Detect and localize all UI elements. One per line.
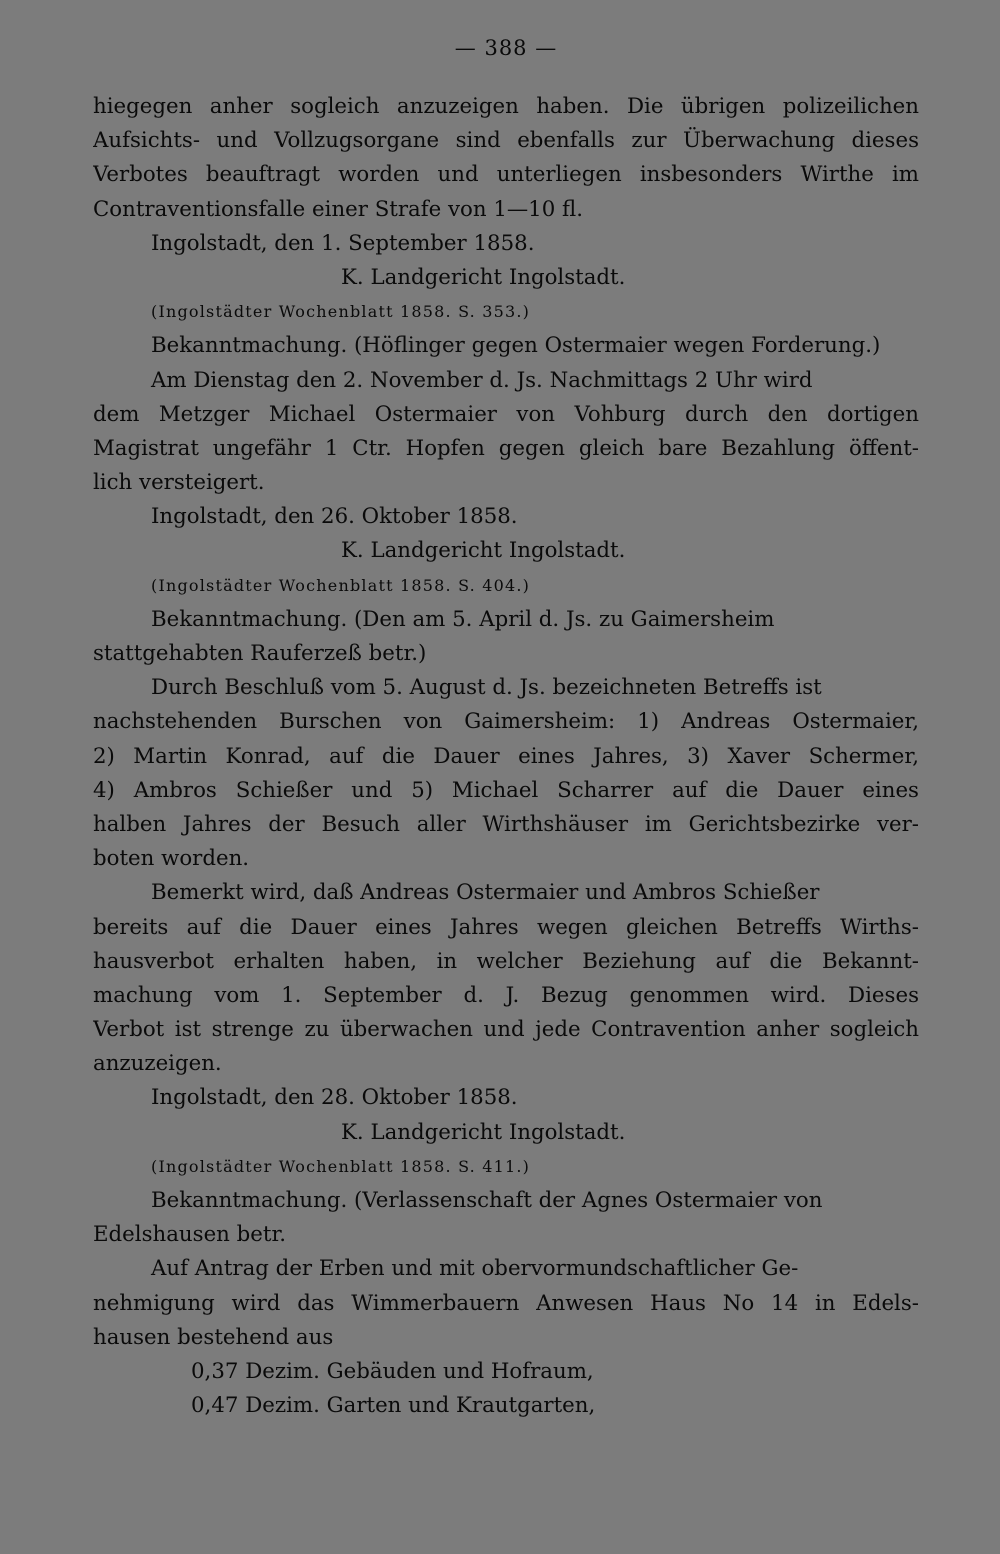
court-signature: K. Landgericht Ingolstadt. — [341, 264, 626, 290]
text-line: nehmigung wird das Wimmerbauern Anwesen Haus No 14 in Edels- — [93, 1290, 919, 1316]
text-line: 4) Ambros Schießer und 5) Michael Scharrer auf die Dauer eines — [93, 777, 919, 803]
text-line: Verbot ist strenge zu überwachen und jede Contravention anher sogleich — [93, 1017, 919, 1043]
text-line: Am Dienstag den 2. November d. Js. Nachmittags 2 Uhr wird — [151, 367, 813, 393]
date-line: Ingolstadt, den 26. Oktober 1858. — [151, 504, 518, 530]
notice-block-1 — [93, 90, 919, 329]
text-line: Contraventionsfalle einer Strafe von 1—10 fl. — [93, 196, 584, 222]
court-signature: K. Landgericht Ingolstadt. — [341, 538, 626, 564]
notice-heading: Bekanntmachung. (Den am 5. April d. Js. zu Gaimersheim — [151, 606, 775, 632]
date-line: Ingolstadt, den 28. Oktober 1858. — [151, 1085, 518, 1111]
source-citation: (Ingolstädter Wochenblatt 1858. S. 411.) — [151, 1156, 531, 1176]
page-number: — 388 — — [454, 36, 558, 60]
notice-block-2 — [93, 329, 919, 603]
text-line: Magistrat ungefähr 1 Ctr. Hopfen gegen gleich bare Bezahlung öffent- — [93, 435, 919, 461]
text-line: stattgehabten Rauferzeß betr.) — [93, 641, 427, 666]
text-line: machung vom 1. September d. J. Bezug genommen wird. Dieses — [93, 982, 919, 1008]
text-line: halben Jahres der Besuch aller Wirthshäuser im Gerichtsbezirke ver- — [93, 811, 919, 837]
document-page — [93, 28, 919, 1423]
text-line: 2) Martin Konrad, auf die Dauer eines Jahres, 3) Xaver Schermer, — [93, 743, 919, 769]
text-line: dem Metzger Michael Ostermaier von Vohburg durch den dortigen — [93, 401, 919, 427]
notice-block-4 — [93, 1184, 919, 1423]
source-citation: (Ingolstädter Wochenblatt 1858. S. 353.) — [151, 302, 531, 322]
date-line: Ingolstadt, den 1. September 1858. — [151, 230, 535, 256]
notice-block-3 — [93, 603, 919, 1184]
text-line: boten worden. — [93, 846, 250, 872]
text-line: Bemerkt wird, daß Andreas Ostermaier und Ambros Schießer — [151, 880, 820, 906]
text-line: hausverbot erhalten haben, in welcher Beziehung auf die Bekannt- — [93, 948, 919, 974]
text-line: nachstehenden Burschen von Gaimersheim: 1) Andreas Ostermaier, — [93, 709, 919, 735]
court-signature: K. Landgericht Ingolstadt. — [341, 1119, 626, 1145]
text-line: lich versteigert. — [93, 470, 265, 496]
text-line: Verbotes beauftragt worden und unterliegen insbesonders Wirthe im — [93, 162, 919, 188]
text-line: anzuzeigen. — [93, 1051, 222, 1077]
text-line: Auf Antrag der Erben und mit obervormundschaftlicher Ge- — [151, 1256, 799, 1282]
text-line: bereits auf die Dauer eines Jahres wegen gleichen Betreffs Wirths- — [93, 914, 919, 940]
property-item: 0,47 Dezim. Garten und Krautgarten, — [191, 1393, 596, 1419]
text-line: hausen bestehend aus — [93, 1324, 334, 1350]
source-citation: (Ingolstädter Wochenblatt 1858. S. 404.) — [151, 575, 531, 595]
notice-heading: Bekanntmachung. (Verlassenschaft der Agnes Ostermaier von — [151, 1188, 823, 1213]
text-line: Durch Beschluß vom 5. August d. Js. bezeichneten Betreffs ist — [151, 675, 822, 701]
property-item: 0,37 Dezim. Gebäuden und Hofraum, — [191, 1358, 594, 1384]
notice-heading: Bekanntmachung. (Höflinger gegen Ostermaier wegen Forderung.) — [151, 333, 881, 359]
text-line: Aufsichts- und Vollzugsorgane sind ebenfalls zur Überwachung dieses — [93, 128, 919, 154]
text-line: Edelshausen betr. — [93, 1222, 287, 1248]
text-line: hiegegen anher sogleich anzuzeigen haben. Die übrigen polizeilichen — [93, 94, 919, 119]
